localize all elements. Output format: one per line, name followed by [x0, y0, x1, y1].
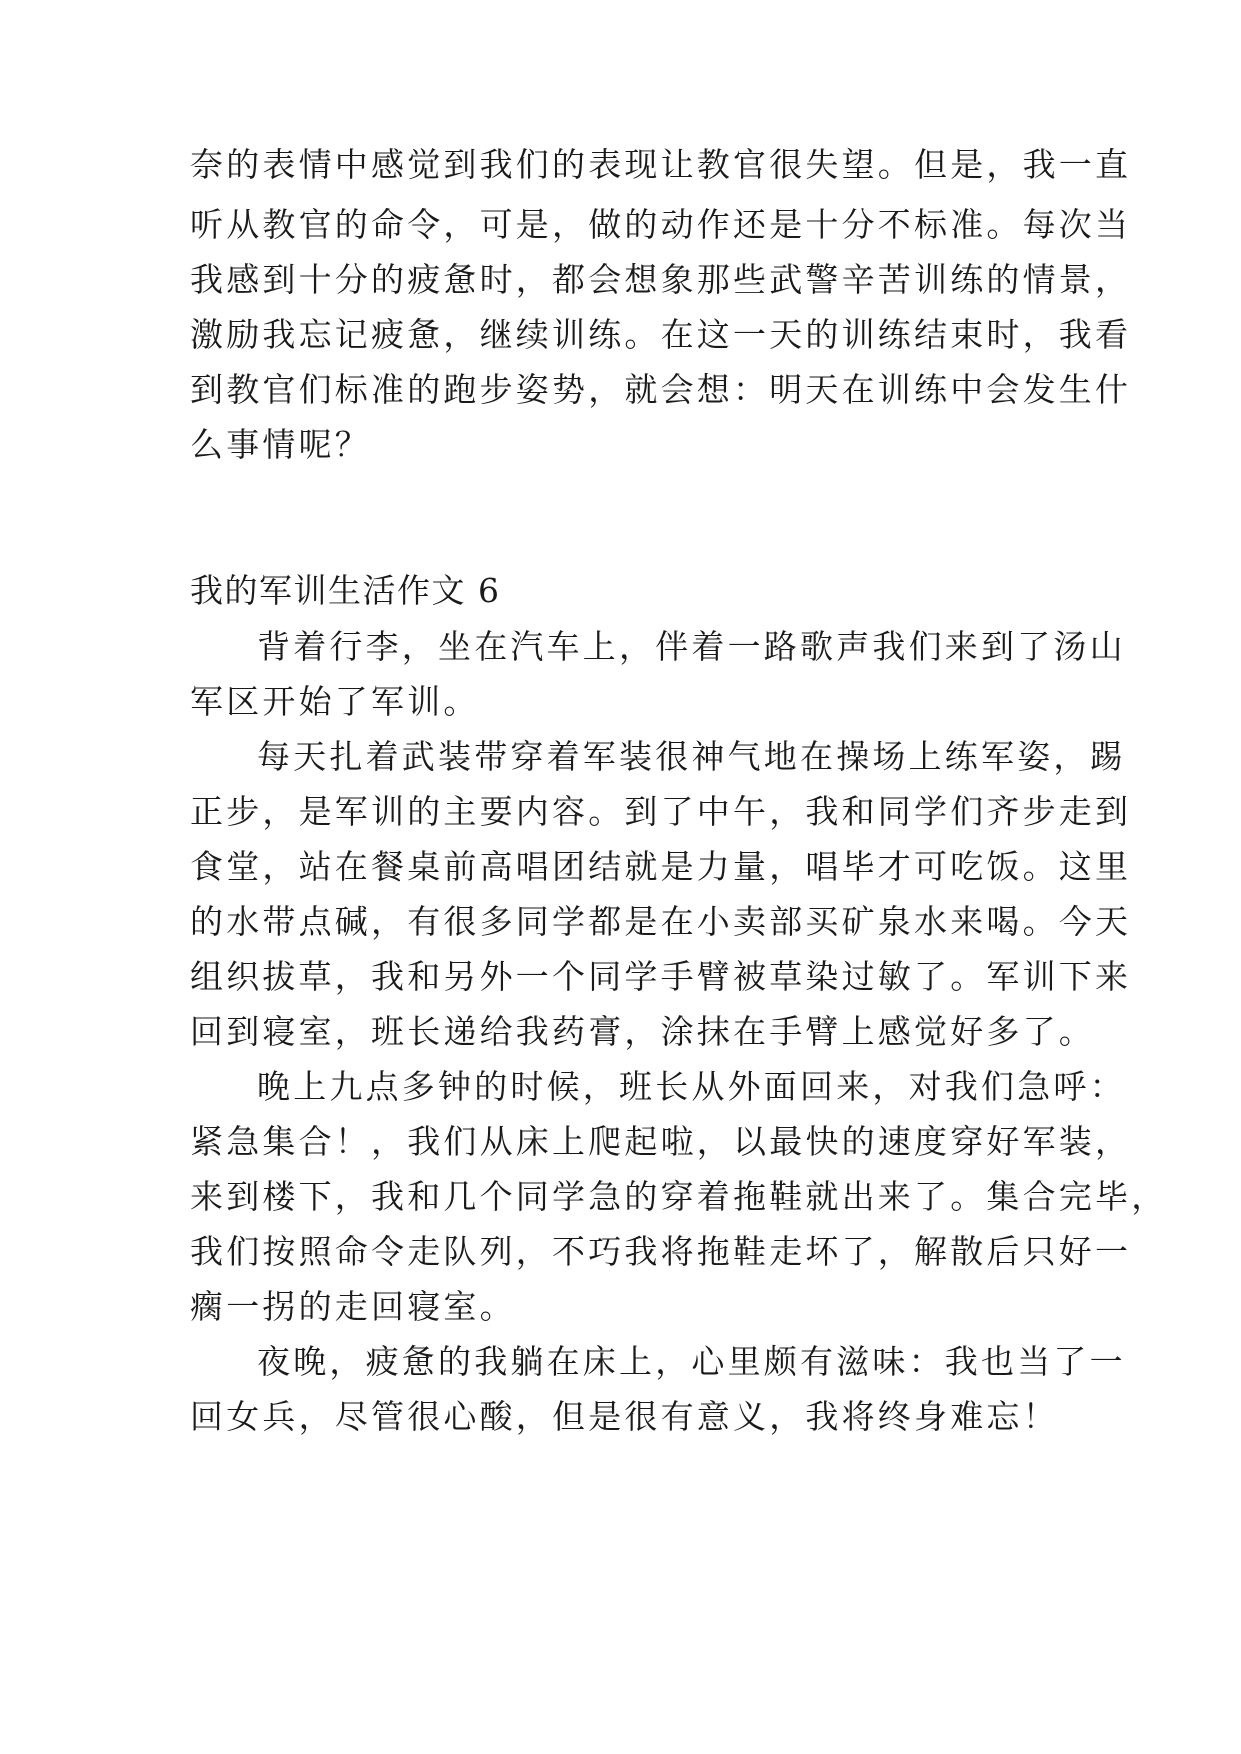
text-line: 夜晚，疲惫的我躺在床上，心里颇有滋味：我也当了一: [257, 1342, 1126, 1381]
text-line: 来到楼下，我和几个同学急的穿着拖鞋就出来了。集合完毕，: [190, 1177, 1168, 1216]
text-line: 军区开始了军训。: [190, 682, 480, 721]
text-line: 听从教官的命令，可是，做的动作还是十分不标准。每次当: [190, 205, 1132, 244]
text-line: 背着行李，坐在汽车上，伴着一路歌声我们来到了汤山: [257, 627, 1126, 666]
text-line: 晚上九点多钟的时候，班长从外面回来，对我们急呼：: [257, 1067, 1126, 1106]
text-line: 的水带点碱，有很多同学都是在小卖部买矿泉水来喝。今天: [190, 902, 1132, 941]
text-line: 么事情呢？: [190, 425, 371, 464]
section-heading: 我的军训生活作文 6: [190, 571, 501, 610]
text-line: 瘸一拐的走回寝室。: [190, 1287, 516, 1326]
text-line: 我们按照命令走队列，不巧我将拖鞋走坏了，解散后只好一: [190, 1232, 1132, 1271]
text-line: 正步，是军训的主要内容。到了中午，我和同学们齐步走到: [190, 792, 1132, 831]
text-line: 每天扎着武装带穿着军装很神气地在操场上练军姿，踢: [257, 737, 1126, 776]
text-line: 我感到十分的疲惫时，都会想象那些武警辛苦训练的情景，: [190, 260, 1132, 299]
text-line: 回到寝室，班长递给我药膏，涂抹在手臂上感觉好多了。: [190, 1012, 1095, 1051]
text-line: 组织拔草，我和另外一个同学手臂被草染过敏了。军训下来: [190, 957, 1132, 996]
text-line: 奈的表情中感觉到我们的表现让教官很失望。但是，我一直: [190, 145, 1132, 184]
text-line: 回女兵，尽管很心酸，但是很有意义，我将终身难忘！: [190, 1397, 1059, 1436]
text-line: 激励我忘记疲惫，继续训练。在这一天的训练结束时，我看: [190, 315, 1132, 354]
text-line: 到教官们标准的跑步姿势，就会想：明天在训练中会发生什: [190, 370, 1132, 409]
text-line: 食堂，站在餐桌前高唱团结就是力量，唱毕才可吃饭。这里: [190, 847, 1132, 886]
text-line: 紧急集合！，我们从床上爬起啦，以最快的速度穿好军装，: [190, 1122, 1132, 1161]
